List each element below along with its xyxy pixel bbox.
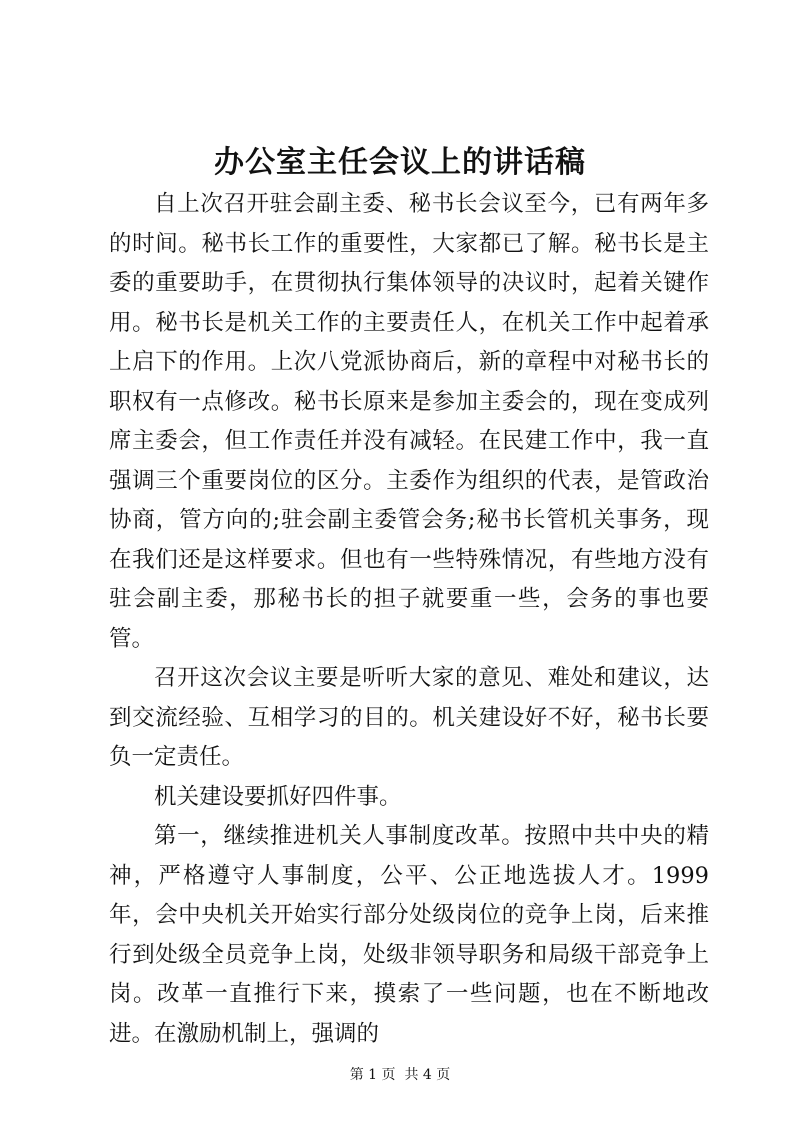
paragraph-3: 机关建设要抓好四件事。 [154,783,402,810]
paragraph-2: 召开这次会议主要是听听大家的意见、难处和建议，达到交流经验、互相学习的目的。机关建设好不好，秘书长要负一定责任。 [109,665,709,770]
page-number-label: 第 1 页 共 4 页 [349,1067,451,1083]
document-body [109,185,709,1054]
paragraph-1: 自上次召开驻会副主委、秘书长会议至今，已有两年多的时间。秘书长工作的重要性，大家都已了解。秘书长是主委的重要助手，在贯彻执行集体领导的决议时，起着关键作用。秘书长是机关工作的主要责任人，在机关工作中起着承上启下的作用。上次八党派协商后，新的章程中对秘书长的职权有一点修改。秘书长原来是参加主委会的，现在变成列席主委会，但工作责任并没有减轻。在民建工作中，我一直强调三个重要岗位的区分。主委作为组织的代表，是管政治协商，管方向的;驻会副主委管会务;秘书长管机关事务，现在我们还是这样要求。但也有一些特殊情况，有些地方没有驻会副主委，那秘书长的担子就要重一些，会务的事也要管。 [109,191,709,652]
paragraph-4: 第一，继续推进机关人事制度改革。按照中共中央的精神，严格遵守人事制度，公平、公正地选拔人才。1999 年，会中央机关开始实行部分处级岗位的竞争上岗，后来推行到处级全员竞争上岗，处级非领导职务和局级干部竞争上岗。改革一直推行下来，摸索了一些问题，也在不断地改进。在激励机制上，强调的 [109,823,709,1047]
page-footer [0,1066,800,1084]
document-title: 办公室主任会议上的讲话稿 [214,145,586,180]
